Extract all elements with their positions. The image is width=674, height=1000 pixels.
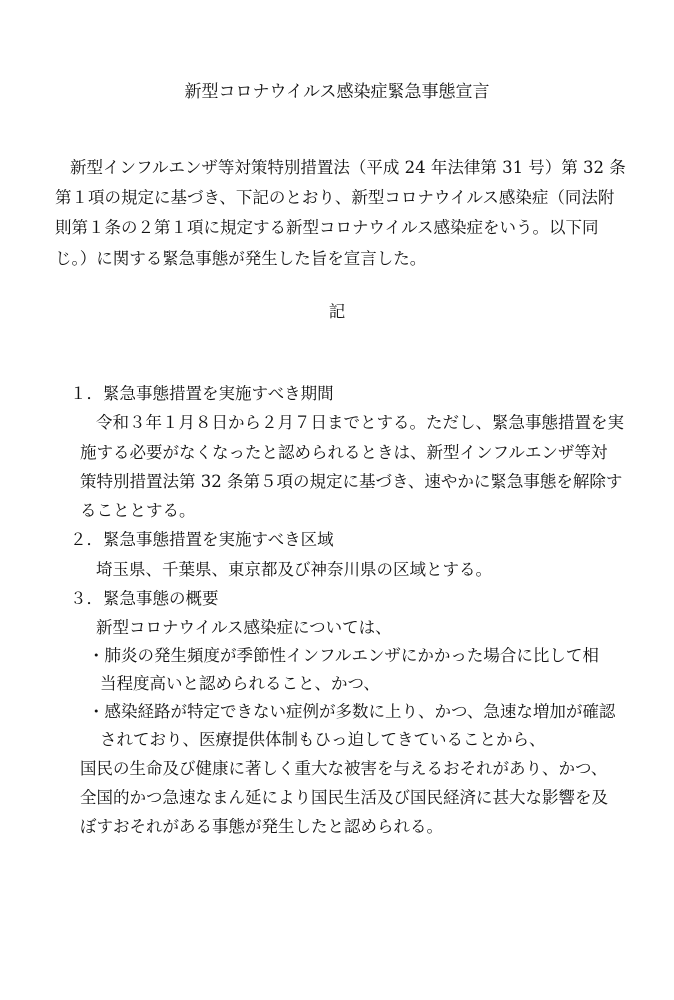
page-title: 新型コロナウイルス感染症緊急事態宣言 — [184, 82, 490, 102]
section3-heading: ３．緊急事態の概要 — [70, 589, 219, 608]
section3-conclusion-line-2: 全国的かつ急速なまん延により国民生活及び国民経済に甚大な影響を及 — [80, 788, 608, 807]
section3-bullet1-line-1: ・肺炎の発生頻度が季節性インフルエンザにかかった場合に比して相 — [88, 646, 599, 665]
section2-body-line-1: 埼玉県、千葉県、東京都及び神奈川県の区域とする。 — [96, 560, 492, 579]
section2-heading: ２．緊急事態措置を実施すべき区域 — [70, 530, 334, 549]
section3-intro: 新型コロナウイルス感染症については、 — [96, 618, 392, 637]
section1-body-line-4: ることとする。 — [80, 501, 196, 520]
section1-body-line-3: 策特別措置法第 32 条第５項の規定に基づき、速やかに緊急事態を解除す — [80, 472, 623, 491]
ki-marker: 記 — [328, 302, 346, 321]
section3-bullet1-line-2: 当程度高いと認められること、かつ、 — [100, 674, 380, 693]
section3-conclusion-line-3: ぼすおそれがある事態が発生したと認められる。 — [80, 817, 443, 836]
section3-bullet2-line-1: ・感染経路が特定できない症例が多数に上り、かつ、急速な増加が確認 — [88, 702, 616, 721]
preamble-line-1: 新型インフルエンザ等対策特別措置法（平成 24 年法律第 31 号）第 32 条 — [70, 158, 626, 177]
section1-body-line-2: 施する必要がなくなったと認められるときは、新型インフルエンザ等対 — [80, 443, 608, 462]
section3-bullet2-line-2: されており、医療提供体制もひっ迫してきていることから、 — [100, 730, 546, 749]
section1-heading: １．緊急事態措置を実施すべき期間 — [70, 384, 334, 403]
section3-conclusion-line-1: 国民の生命及び健康に著しく重大な被害を与えるおそれがあり、かつ、 — [80, 759, 608, 778]
preamble-line-3: 則第１条の２第１項に規定する新型コロナウイルス感染症をいう。以下同 — [55, 218, 599, 237]
section1-body-line-1: 令和３年１月８日から２月７日までとする。ただし、緊急事態措置を実 — [96, 413, 624, 432]
preamble-line-2: 第１項の規定に基づき、下記のとおり、新型コロナウイルス感染症（同法附 — [55, 188, 615, 207]
preamble-line-4: じ。）に関する緊急事態が発生した旨を宣言した。 — [55, 249, 427, 268]
